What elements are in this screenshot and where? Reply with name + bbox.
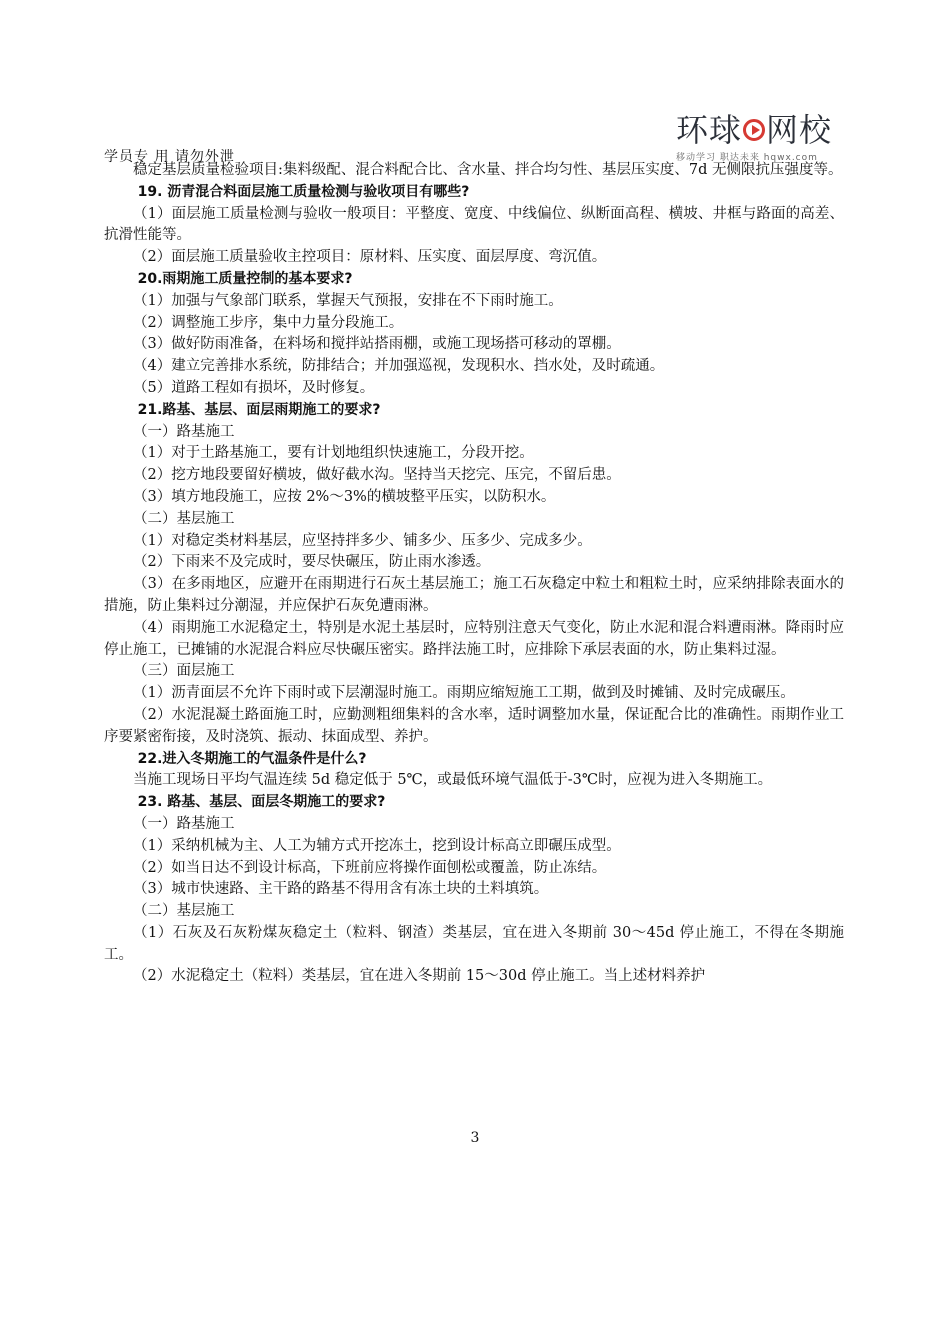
paragraph: （二）基层施工 (133, 510, 235, 527)
paragraph: （1）对稳定类材料基层，应坚持拌多少、铺多少、压多少、完成多少。 (133, 532, 592, 549)
section-heading: 20.雨期施工质量控制的基本要求? (137, 270, 353, 287)
paragraph: （5）道路工程如有损坏，及时修复。 (133, 379, 375, 396)
logo-text-left: 环球 (676, 111, 743, 149)
logo-text (676, 112, 851, 148)
paragraph: （3）城市快速路、主干路的路基不得用含有冻土块的土料填筑。 (133, 881, 549, 898)
page-number: 3 (470, 1130, 480, 1146)
paragraph: （3）在多雨地区，应避开在雨期进行石灰土基层施工；施工石灰稳定中粒土和粗粒土时，应采纳排除表面水的措施，防止集料过分潮湿，并应保护石灰免遭雨淋。 (104, 576, 844, 614)
paragraph: （4）建立完善排水系统，防排结合；并加强巡视，发现积水、挡水处，及时疏通。 (133, 358, 665, 375)
paragraph: （1）沥青面层不允许下雨时或下层潮湿时施工。雨期应缩短施工工期，做到及时摊铺、及时完成碾压。 (133, 685, 795, 702)
paragraph: （一）路基施工 (133, 815, 235, 832)
paragraph: （2）挖方地段要留好横坡，做好截水沟。坚持当天挖完、压完，不留后患。 (133, 467, 621, 484)
paragraph: （2）如当日达不到设计标高，下班前应将操作面刨松或覆盖，防止冻结。 (133, 859, 607, 876)
logo-text-right: 网校 (766, 111, 833, 149)
paragraph: （2）下雨来不及完成时，要尽快碾压，防止雨水渗透。 (133, 554, 491, 571)
document-body (104, 160, 844, 988)
section-heading: 19. 沥青混合料面层施工质量检测与验收项目有哪些? (137, 183, 470, 200)
paragraph: （2）调整施工步序，集中力量分段施工。 (133, 314, 404, 331)
section-heading: 22.进入冬期施工的气温条件是什么? (137, 750, 367, 767)
paragraph: （一）路基施工 (133, 423, 235, 440)
paragraph: （4）雨期施工水泥稳定土，特别是水泥土基层时，应特别注意天气变化，防止水泥和混合料遭雨淋。降雨时应停止施工，已摊铺的水泥混合料应尽快碾压密实。路拌法施工时，应排除下承层表面的水，防止集料过湿。 (104, 619, 844, 658)
play-icon (743, 119, 765, 141)
paragraph: 稳定基层质量检验项目:集料级配、混合料配合比、含水量、拌合均匀性、基层压实度、7d 无侧限抗压强度等。 (133, 162, 843, 178)
paragraph: （1）加强与气象部门联系，掌握天气预报，安排在不下雨时施工。 (133, 292, 563, 309)
paragraph: （2）水泥稳定土（粒料）类基层，宜在进入冬期前 15～30d 停止施工。当上述材料养护 (133, 968, 706, 985)
paragraph: （二）基层施工 (133, 903, 235, 920)
paragraph: （3）填方地段施工，应按 2%～3%的横坡整平压实，以防积水。 (133, 488, 556, 505)
paragraph: 当施工现场日平均气温连续 5d 稳定低于 5℃，或最低环境气温低于-3℃时，应视为进入冬期施工。 (133, 772, 773, 789)
paragraph: （三）面层施工 (133, 663, 235, 680)
paragraph: （3）做好防雨准备，在料场和搅拌站搭雨棚，或施工现场搭可移动的罩棚。 (133, 336, 621, 353)
section-heading: 23. 路基、基层、面层冬期施工的要求? (137, 794, 386, 811)
paragraph: （1）面层施工质量检测与验收一般项目：平整度、宽度、中线偏位、纵断面高程、横坡、井框与路面的高差、抗滑性能等。 (104, 205, 844, 244)
paragraph: （2）面层施工质量验收主控项目：原材料、压实度、面层厚度、弯沉值。 (133, 249, 607, 266)
logo-slogan: 移动学习 职达未来 hqwx.com (676, 153, 818, 163)
paragraph: （1）对于土路基施工，要有计划地组织快速施工，分段开挖。 (133, 445, 534, 462)
paragraph: （1）采纳机械为主、人工为辅方式开挖冻土，挖到设计标高立即碾压成型。 (133, 837, 621, 854)
confidential-label: 学员专 用 请勿外泄 (104, 149, 235, 165)
paragraph: （1）石灰及石灰粉煤灰稳定土（粒料、钢渣）类基层，宜在进入冬期前 30～45d 停止施工，不得在冬期施工。 (104, 924, 844, 963)
paragraph: （2）水泥混凝土路面施工时，应勤测粗细集料的含水率，适时调整加水量，保证配合比的准确性。雨期作业工序要紧密衔接，及时浇筑、振动、抹面成型、养护。 (104, 706, 844, 745)
section-heading: 21.路基、基层、面层雨期施工的要求? (137, 401, 381, 418)
